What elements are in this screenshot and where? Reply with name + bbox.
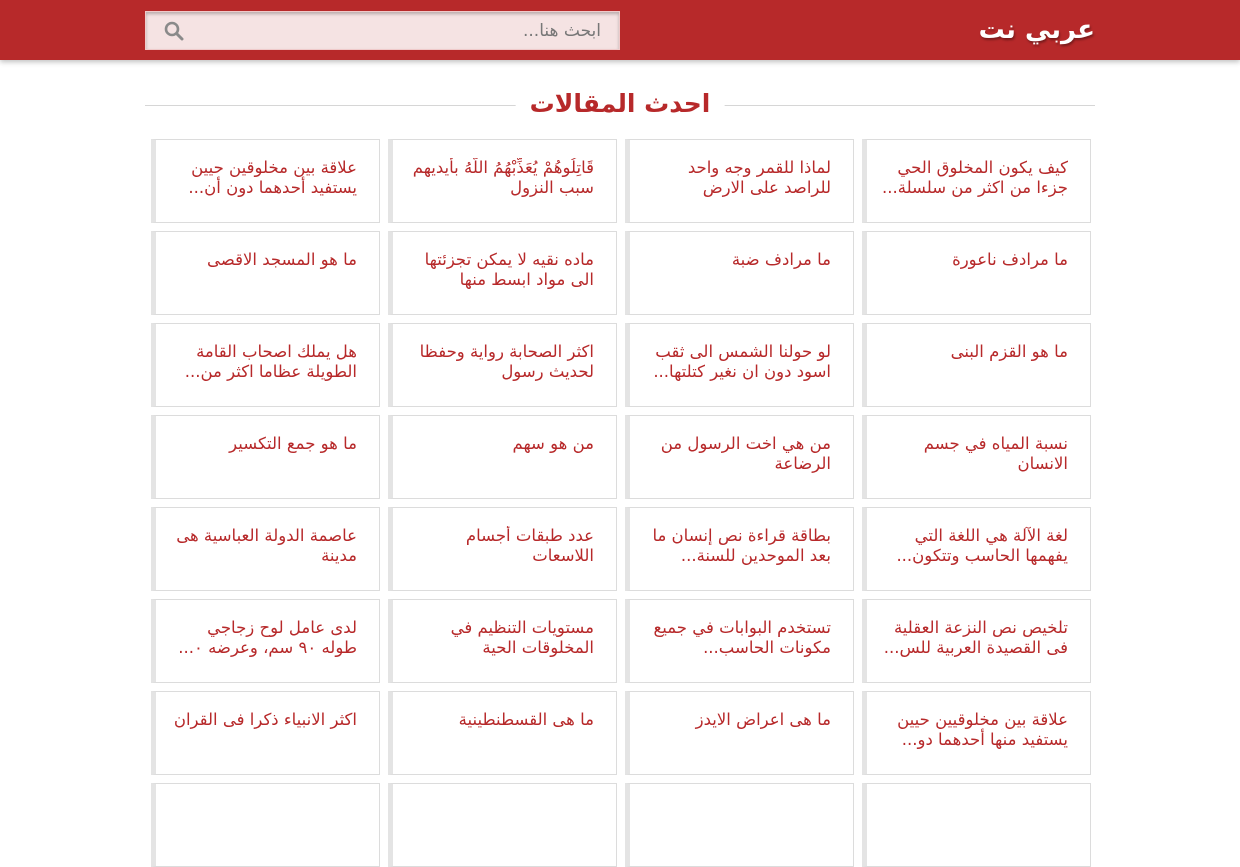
article-card[interactable] <box>862 323 1091 407</box>
article-card[interactable] <box>388 231 617 315</box>
article-title: عدد طبقات أجسام اللاسعات <box>465 526 594 565</box>
article-title: كيف يكون المخلوق الحي جزءا من اكثر من سلسلة... <box>882 158 1068 197</box>
article-card[interactable] <box>862 231 1091 315</box>
article-title: لغة الآلة هي اللغة التي يفهمها الحاسب وتتكون... <box>896 526 1068 565</box>
article-title: من هو سهم <box>512 434 594 453</box>
article-card[interactable] <box>388 783 617 867</box>
article-card[interactable] <box>388 691 617 775</box>
article-card[interactable] <box>625 783 854 867</box>
article-card[interactable] <box>862 783 1091 867</box>
top-bar <box>0 0 1240 60</box>
article-card[interactable] <box>625 231 854 315</box>
article-card[interactable] <box>151 507 380 591</box>
article-card[interactable] <box>151 783 380 867</box>
site-logo[interactable]: عربي نت <box>978 15 1095 45</box>
article-title: ما مرادف ضبة <box>731 250 831 269</box>
article-card[interactable] <box>151 415 380 499</box>
article-card[interactable] <box>862 691 1091 775</box>
article-title: علاقة بين مخلوقيين حيين يستفيد منها أحدهما دو... <box>897 710 1068 749</box>
article-title: اكثر الصحابة رواية وحفظا لحديث رسول <box>419 342 594 381</box>
article-card[interactable] <box>862 507 1091 591</box>
article-title: علاقة بين مخلوقين حيين يستفيد أحدهما دون أن... <box>188 158 357 197</box>
article-card[interactable] <box>862 599 1091 683</box>
article-title: تستخدم البوابات في جميع مكونات الحاسب... <box>653 618 831 657</box>
article-card[interactable] <box>151 691 380 775</box>
latest-articles-header <box>145 86 1095 124</box>
article-title: لماذا للقمر وجه واحد للراصد على الارض <box>687 158 831 197</box>
article-card[interactable] <box>151 139 380 223</box>
article-title: ماده نقيه لا يمكن تجزئتها الى مواد ابسط منها <box>424 250 594 289</box>
article-title: بطاقة قراءة نص إنسان ما بعد الموحدين للسنة... <box>652 526 831 565</box>
article-title: ما هو المسجد الاقصى <box>207 250 357 269</box>
search-input[interactable] <box>202 12 619 49</box>
article-card[interactable] <box>625 507 854 591</box>
article-card[interactable] <box>388 599 617 683</box>
article-card[interactable] <box>625 323 854 407</box>
search-box <box>145 11 620 50</box>
article-title: اكثر الانبياء ذكرا فى القران <box>173 710 357 729</box>
article-card[interactable] <box>388 415 617 499</box>
article-title: لو حولنا الشمس الى ثقب اسود دون ان نغير كتلتها... <box>653 342 831 381</box>
article-title: عاصمة الدولة العباسية هى مدينة <box>176 526 357 565</box>
article-title: نسبة المياه في جسم الانسان <box>923 434 1068 473</box>
article-title: لدى عامل لوح زجاجي طوله ٩٠ سم، وعرضه ٠... <box>178 618 357 657</box>
article-card[interactable] <box>388 139 617 223</box>
search-icon <box>164 21 184 41</box>
article-card[interactable] <box>862 415 1091 499</box>
article-title: من هي اخت الرسول من الرضاعة <box>660 434 831 473</box>
article-card[interactable] <box>388 323 617 407</box>
article-title: ما هى القسطنطينية <box>458 710 594 729</box>
article-title: قَاتِلُوهُمْ يُعَذِّبْهُمُ اللَّهُ بأيديهم سبب النزول <box>412 158 594 197</box>
article-title: ما مرادف ناعورة <box>952 250 1068 269</box>
article-card[interactable] <box>625 691 854 775</box>
search-button[interactable] <box>146 12 202 49</box>
article-card[interactable] <box>151 323 380 407</box>
article-card[interactable] <box>151 599 380 683</box>
article-card[interactable] <box>151 231 380 315</box>
article-card[interactable] <box>862 139 1091 223</box>
article-title: ما هى اعراض الايدز <box>695 710 831 729</box>
article-card[interactable] <box>388 507 617 591</box>
articles-grid <box>149 139 1091 867</box>
section-title: احدث المقالات <box>516 86 725 122</box>
article-card[interactable] <box>625 415 854 499</box>
article-card[interactable] <box>625 139 854 223</box>
article-title: تلخيص نص النزعة العقلية فى القصيدة العربية للس... <box>883 618 1068 657</box>
article-title: هل يملك اصحاب القامة الطويلة عظاما اكثر من... <box>184 342 357 381</box>
article-title: مستويات التنظيم في المخلوقات الحية <box>450 618 594 657</box>
article-card[interactable] <box>625 599 854 683</box>
article-title: ما هو القزم البنى <box>950 342 1068 361</box>
article-title: ما هو جمع التكسير <box>229 434 357 453</box>
